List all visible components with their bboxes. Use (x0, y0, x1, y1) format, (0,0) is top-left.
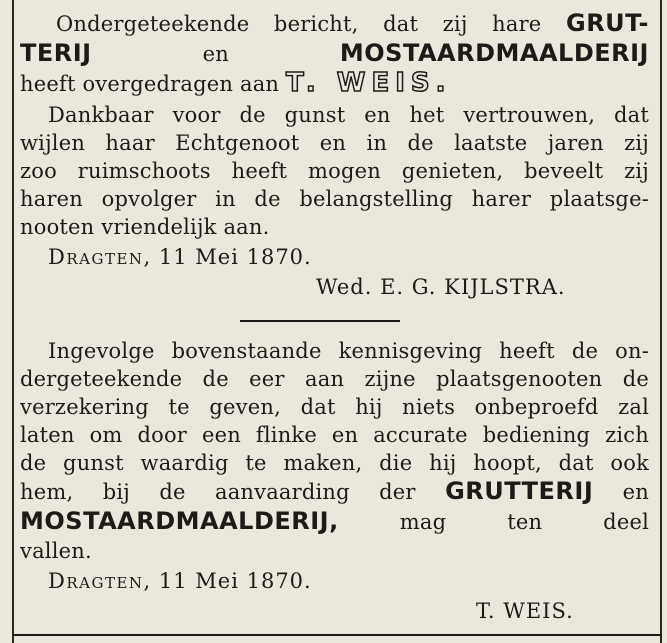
notice1-line-3: heeft overgedragen aan T. WEIS. (20, 68, 452, 98)
notice1-line-8: nooten vriendelijk aan. (20, 215, 270, 239)
bottom-rule (12, 634, 662, 636)
notice1-line-4: Dankbaar voor de gunst en het vertrouwen, dat (48, 103, 649, 127)
notice1-line-1: Ondergeteekende bericht, dat zij hare GRUT- (56, 9, 649, 37)
notice2-line-5: de gunst waardig te maken, die hij hoopt, dat ook (20, 451, 649, 475)
notice2-line-4: laten om door een flinke en accurate bediening zich (20, 423, 649, 447)
section-divider (240, 320, 400, 322)
left-column-rule (12, 0, 14, 643)
notice-transfer (20, 10, 649, 310)
successor-name: T. WEIS. (286, 68, 452, 98)
notice1-line-7: haren opvolger in de belangstelling harer plaatsge- (20, 187, 649, 211)
notice2-line-7: MOSTAARDMAALDERIJ, mag ten deel (20, 507, 649, 535)
notice2-line-2: dergeteekende de eer aan zijne plaatsgenooten de (20, 367, 649, 391)
notice2-line-3: verzekering te geven, dat hij niets onbeproefd zal (20, 395, 649, 419)
grutterij-heading: GRUTTERIJ (445, 477, 594, 505)
place-name: Dragten (48, 569, 144, 593)
notice2-line-8: vallen. (20, 539, 92, 563)
notice1-signature: Wed. E. G. KIJLSTRA. (316, 275, 566, 299)
notice-acceptance (20, 338, 649, 628)
right-column-rule (660, 0, 662, 643)
mostaardmaalderij-heading: MOSTAARDMAALDERIJ (339, 39, 649, 67)
notice2-dateline: Dragten, 11 Mei 1870. (48, 569, 312, 593)
notice1-line-2: TERIJ en MOSTAARDMAALDERIJ (20, 39, 649, 67)
notice2-signature: T. WEIS. (476, 599, 574, 623)
notice2-line-1: Ingevolge bovenstaande kennisgeving heeft de on- (48, 339, 649, 363)
notice1-line-5: wijlen haar Echtgenoot en in de laatste jaren zij (20, 131, 649, 155)
notice1-line-6: zoo ruimschoots heeft mogen genieten, beveelt zij (20, 159, 649, 183)
mostaardmaalderij-heading: MOSTAARDMAALDERIJ, (20, 507, 339, 535)
place-name: Dragten (48, 245, 144, 269)
grutterij-heading-part: GRUT- (566, 9, 649, 37)
notice1-dateline: Dragten, 11 Mei 1870. (48, 245, 312, 269)
notice2-line-6: hem, bij de aanvaarding der GRUTTERIJ en (20, 477, 649, 505)
